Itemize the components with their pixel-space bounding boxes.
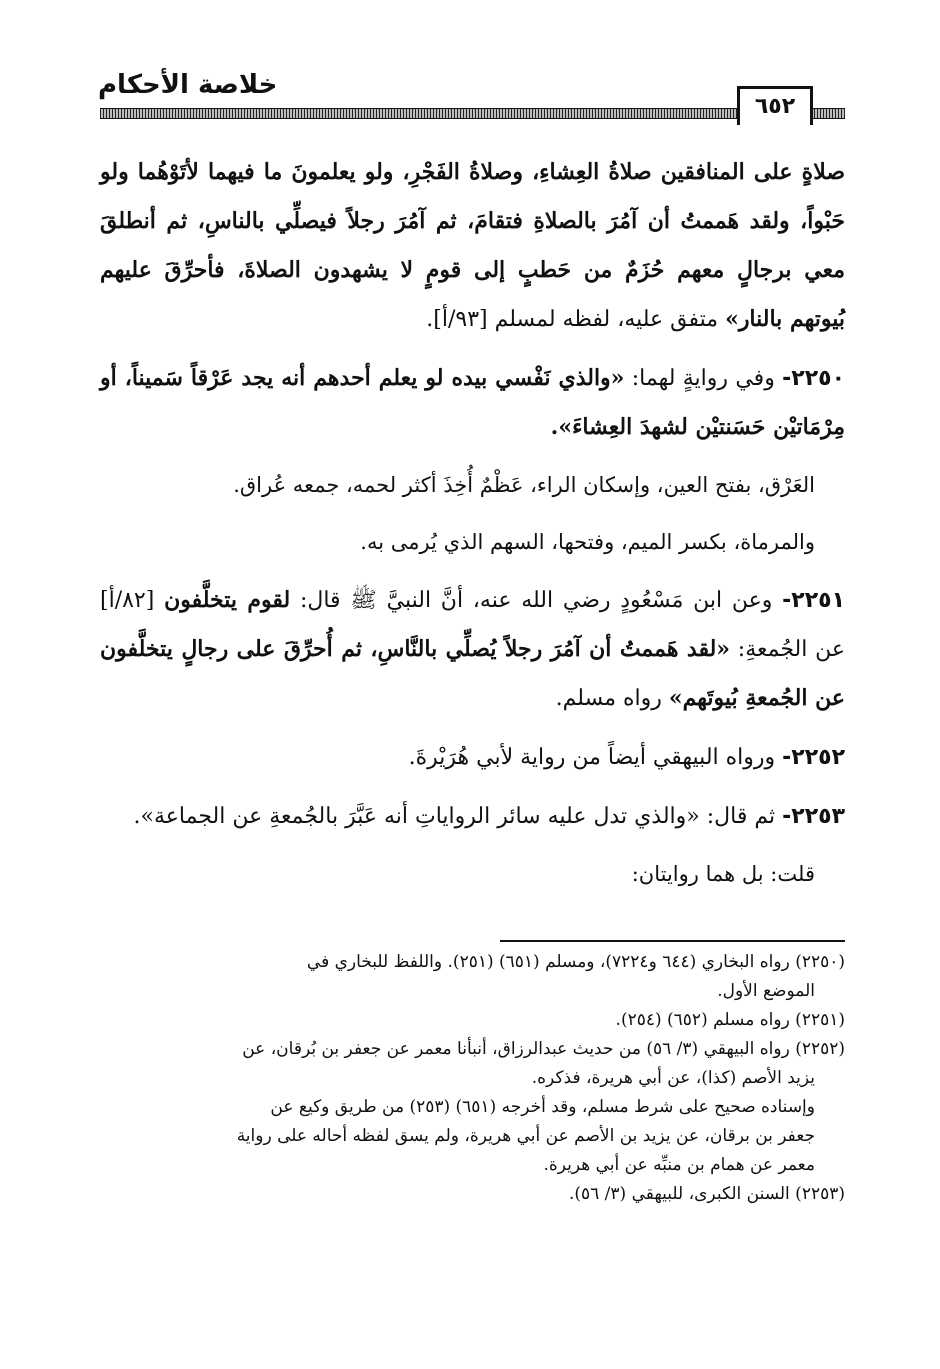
author-remark: قلت: بل هما روايتان: (631, 862, 815, 886)
hadith-text: ورواه البيهقي أيضاً من رواية لأبي هُرَيْرةَ. (408, 745, 783, 770)
hadith-text: «والذي تدل عليه سائر الرواياتِ أنه عَبَّرَ بالجُمعةِ عن الجماعة». (133, 804, 700, 829)
footnote-2252-cont: معمر عن همام بن منبِّه عن أبي هريرة. (543, 1155, 815, 1175)
footnote-2251: (٢٢٥١) رواه مسلم (٦٥٢) (٢٥٤). (615, 1010, 845, 1030)
hadith-number: ٢٢٥١- (782, 588, 845, 613)
hadith-intro: ثم قال: (699, 804, 783, 829)
footnote-2250: (٢٢٥٠) رواه البخاري (٦٤٤ و٧٢٢٤)، ومسلم (٦٥١) (٢٥١). واللفظ للبخاري في (306, 952, 845, 972)
hadith-source: متفق عليه، لفظه لمسلم [٩٣/أ]. (426, 307, 726, 332)
hadith-2250 (100, 354, 845, 452)
gloss-note: العَرْق، بفتح العين، وإسكان الراء، عَظْمٌ أُخِذَ أكثر لحمه، جمعه عُراق. (233, 473, 815, 497)
hadith-text: «لقد هَممتُ أن آمُرَ رجلاً يُصلِّي بالنَّاسِ، ثم أُحرِّقَ على رجالٍ يتخلَّفون عن الجُمعةِ بُيوتَهم» (100, 636, 845, 711)
running-header-title: خلاصة الأحكام (98, 70, 278, 100)
hadith-2253 (100, 792, 845, 841)
gloss-note: والمرماة، بكسر الميم، وفتحها، السهم الذي يُرمى به. (360, 530, 815, 554)
footnote-2252-cont: وإسناده صحيح على شرط مسلم، وقد أخرجه (٦٥١) (٢٥٣) من طريق وكيع عن (270, 1097, 815, 1117)
hadith-intro: وفي روايةٍ لهما: (624, 366, 783, 391)
header-rule (100, 108, 845, 119)
footnote-2253: (٢٢٥٣) السنن الكبرى، للبيهقي (٣/ ٥٦). (568, 1184, 845, 1204)
footnote-2252: (٢٢٥٢) رواه البيهقي (٣/ ٥٦) من حديث عبدالرزاق، أنبأنا معمر عن جعفر بن بُرقان، عن (242, 1039, 845, 1059)
hadith-number: ٢٢٥٠- (782, 366, 845, 391)
hadith-text: صلاةٍ على المنافقين صلاةُ العِشاءِ، وصلاةُ الفَجْرِ، ولو يعلمونَ ما فيهما لأتَوْهُما ولو حَبْواً، ولقد هَممتُ أن آمُرَ بالصلاةِ فتقامَ، ثم آمُرَ رجلاً فيصلِّي بالناسِ، ثم أنطلقَ معي برجالٍ معهم حُزَمٌ من حَطبٍ إلى قومٍ لا يشهدون الصلاةَ، فأحرِّقَ عليهم بُيوتهم بالنار» (100, 159, 845, 332)
page-number: ٦٥٢ (737, 86, 813, 125)
main-text (100, 148, 845, 908)
footnote-separator (500, 940, 845, 942)
footnotes (100, 948, 845, 1209)
hadith-2252 (100, 733, 845, 782)
hadith-text: لقوم يتخلَّفون (164, 587, 291, 613)
hadith-intro: وعن ابن مَسْعُودٍ رضي الله عنه، أنَّ النبيَّ ﷺ قال: (290, 588, 783, 613)
hadith-text: «والذي نَفْسي بيده لو يعلم أحدهم أنه يجد عَرْقاً سَميناً، أو مِرْمَاتيْن حَسَنتيْن لشهدَ العِشاءَ». (100, 365, 845, 440)
footnote-2252-cont: جعفر بن برقان، عن يزيد بن الأصم عن أبي هريرة، ولم يسق لفظه أحاله على رواية (236, 1126, 815, 1146)
hadith-mid: [٨٢/أ] عن الجُمعةِ: (100, 588, 845, 662)
hadith-number: ٢٢٥٣- (782, 804, 845, 829)
hadith-number: ٢٢٥٢- (782, 745, 845, 770)
hadith-2251 (100, 576, 845, 723)
paragraph-continuation (100, 148, 845, 344)
footnote-2250-cont: الموضع الأول. (717, 981, 815, 1001)
hadith-source: رواه مسلم. (555, 686, 669, 711)
footnote-2252-cont: يزيد الأصم (كذا)، عن أبي هريرة، فذكره. (531, 1068, 815, 1088)
